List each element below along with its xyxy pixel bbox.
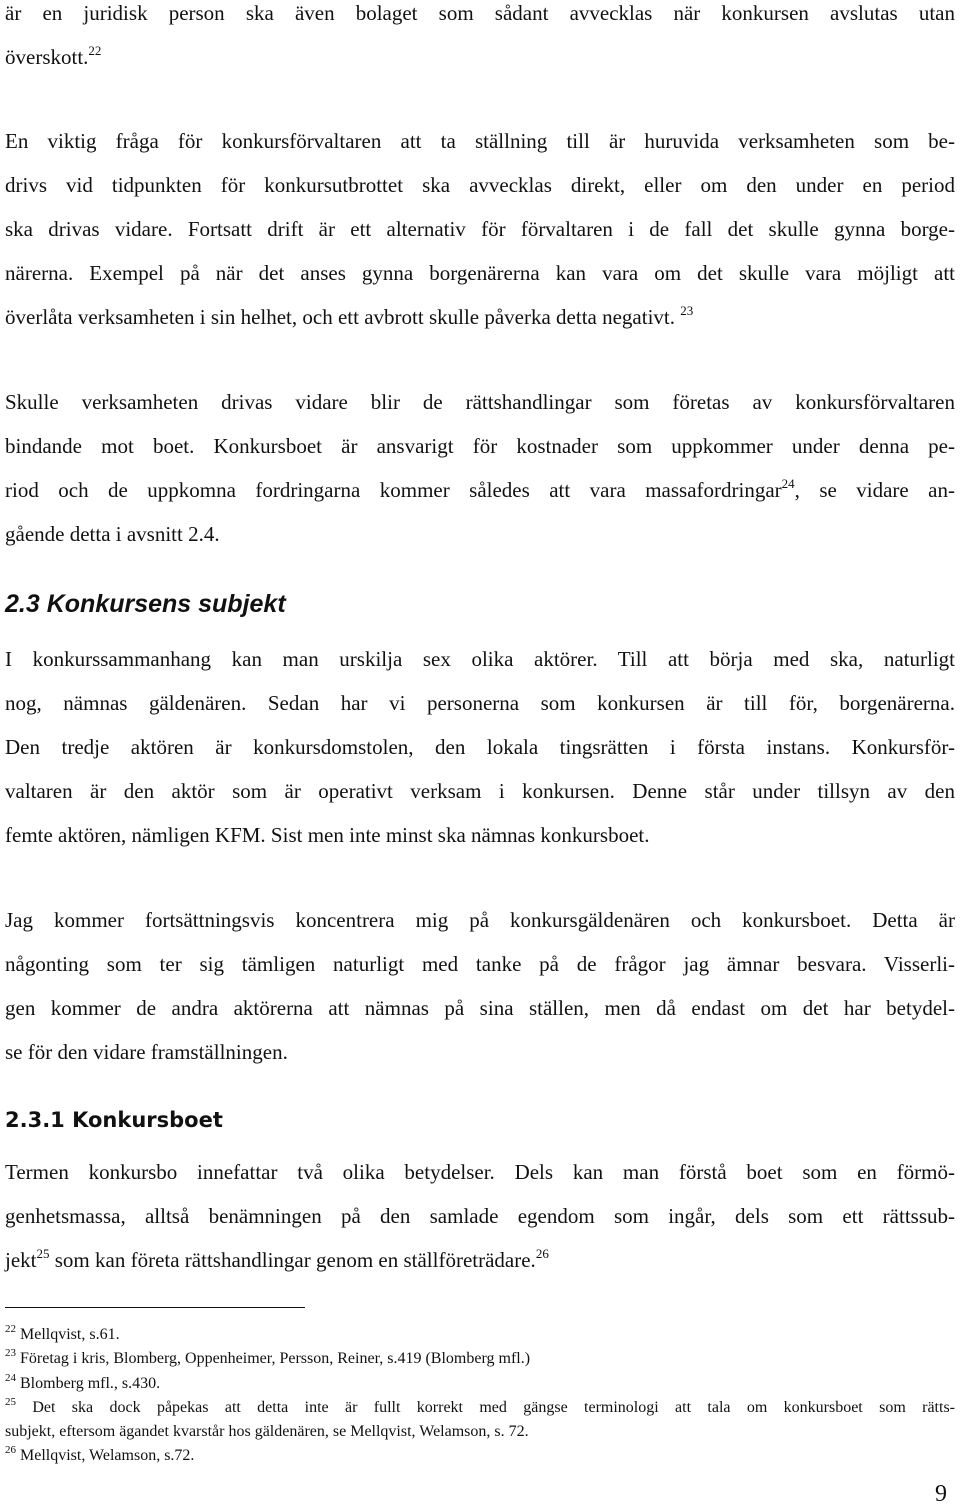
footnote-ref: 23 — [680, 303, 694, 318]
text-span: , se vidare an- — [794, 478, 955, 502]
footnote-ref: 24 — [781, 476, 795, 491]
text-line: valtaren är den aktör som är operativt verksam i konkursen. Denne står under tillsyn av den — [5, 779, 955, 803]
text-line: någonting som ter sig tämligen naturligt med tanke på de frågor jag ämnar besvara. Visserli- — [5, 952, 955, 976]
text-span: överskott. — [5, 45, 89, 69]
text-line: drivs vid tidpunkten för konkursutbrottet ska avvecklas direkt, eller om den under en period — [5, 173, 955, 197]
footnote-separator — [5, 1307, 305, 1308]
section-heading-2-3: 2.3 Konkursens subjekt — [5, 590, 286, 618]
text-line: nog, nämnas gäldenären. Sedan har vi personerna som konkursen är till för, borgenärerna. — [5, 691, 955, 715]
footnote-number: 22 — [5, 1323, 16, 1335]
text-line: se för den vidare framställningen. — [5, 1040, 288, 1064]
text-line — [5, 35, 955, 79]
footnote-number: 26 — [5, 1444, 16, 1456]
text-line: genhetsmassa, alltså benämningen på den samlade egendom som ingår, dels som ett rättssub- — [5, 1204, 955, 1228]
page-number: 9 — [935, 1481, 947, 1507]
footnote-ref: 25 — [36, 1246, 50, 1261]
footnote — [5, 1395, 955, 1420]
text-line: Jag kommer fortsättningsvis koncentrera mig på konkursgäldenären och konkursboet. Detta är — [5, 908, 955, 932]
footnote-number: 24 — [5, 1372, 16, 1384]
footnote-text: Företag i kris, Blomberg, Oppenheimer, Persson, Reiner, s.419 (Blomberg mfl.) — [16, 1350, 531, 1367]
footnote-ref: 26 — [535, 1246, 549, 1261]
footnote-continuation — [5, 1419, 955, 1444]
text-line: I konkurssammanhang kan man urskilja sex olika aktörer. Till att börja med ska, naturligt — [5, 647, 955, 671]
footnote-number: 25 — [5, 1396, 16, 1408]
text-span: överlåta verksamheten i sin helhet, och ett avbrott skulle påverka detta negativt. — [5, 305, 676, 329]
text-line — [5, 1238, 955, 1282]
footnote — [5, 1346, 955, 1371]
footnote — [5, 1322, 955, 1347]
text-line: ska drivas vidare. Fortsatt drift är ett alternativ för förvaltaren i de fall det skulle gynna borge- — [5, 217, 955, 241]
footnote-text: Det ska dock påpekas att detta inte är fullt korrekt med gängse terminologi att tala om konkursboet som rätts- — [16, 1399, 955, 1416]
text-line: femte aktören, nämligen KFM. Sist men inte minst ska nämnas konkursboet. — [5, 823, 650, 847]
text-span: riod och de uppkomna fordringarna kommer således att vara massafordringar — [5, 478, 782, 502]
text-line: närerna. Exempel på när det anses gynna borgenärerna kan vara om det skulle vara möjligt att — [5, 261, 955, 285]
paragraph-intro — [5, 0, 955, 79]
document-page — [5, 0, 955, 1509]
paragraph-konkursbo — [5, 1150, 955, 1282]
paragraph-actors — [5, 637, 955, 857]
footnote-ref: 22 — [88, 43, 102, 58]
text-line: gående detta i avsnitt 2.4. — [5, 522, 220, 546]
text-span: jekt — [5, 1248, 37, 1272]
text-line — [5, 468, 955, 512]
footnote — [5, 1371, 955, 1396]
paragraph-continued-operation — [5, 119, 955, 339]
text-line: gen kommer de andra aktörerna att nämnas på sina ställen, men då endast om det har betydel- — [5, 996, 955, 1020]
text-line: Den tredje aktören är konkursdomstolen, den lokala tingsrätten i första instans. Konkursför- — [5, 735, 955, 759]
footnote-text: subjekt, eftersom ägandet kvarstår hos gäldenären, se Mellqvist, Welamson, s. 72. — [5, 1423, 529, 1440]
text-line: Termen konkursbo innefattar två olika betydelser. Dels kan man förstå boet som en förmö- — [5, 1160, 955, 1184]
text-span: som kan företa rättshandlingar genom en ställföreträdare. — [49, 1248, 536, 1272]
footnote — [5, 1443, 955, 1468]
text-line — [5, 295, 955, 339]
text-line: En viktig fråga för konkursförvaltaren att ta ställning till är huruvida verksamheten som be- — [5, 129, 955, 153]
text-line: är en juridisk person ska även bolaget som sådant avvecklas när konkursen avslutas utan — [5, 1, 955, 25]
section-heading-2-3-1: 2.3.1 Konkursboet — [5, 1108, 223, 1132]
paragraph-legal-acts — [5, 380, 955, 556]
footnote-text: Blomberg mfl., s.430. — [16, 1375, 161, 1392]
footnote-text: Mellqvist, Welamson, s.72. — [16, 1447, 195, 1464]
text-line: bindande mot boet. Konkursboet är ansvarigt för kostnader som uppkommer under denna pe- — [5, 434, 955, 458]
footnote-text: Mellqvist, s.61. — [16, 1326, 120, 1343]
footnote-number: 23 — [5, 1347, 16, 1359]
paragraph-focus — [5, 898, 955, 1074]
text-line: Skulle verksamheten drivas vidare blir de rättshandlingar som företas av konkursförvaltaren — [5, 390, 955, 414]
